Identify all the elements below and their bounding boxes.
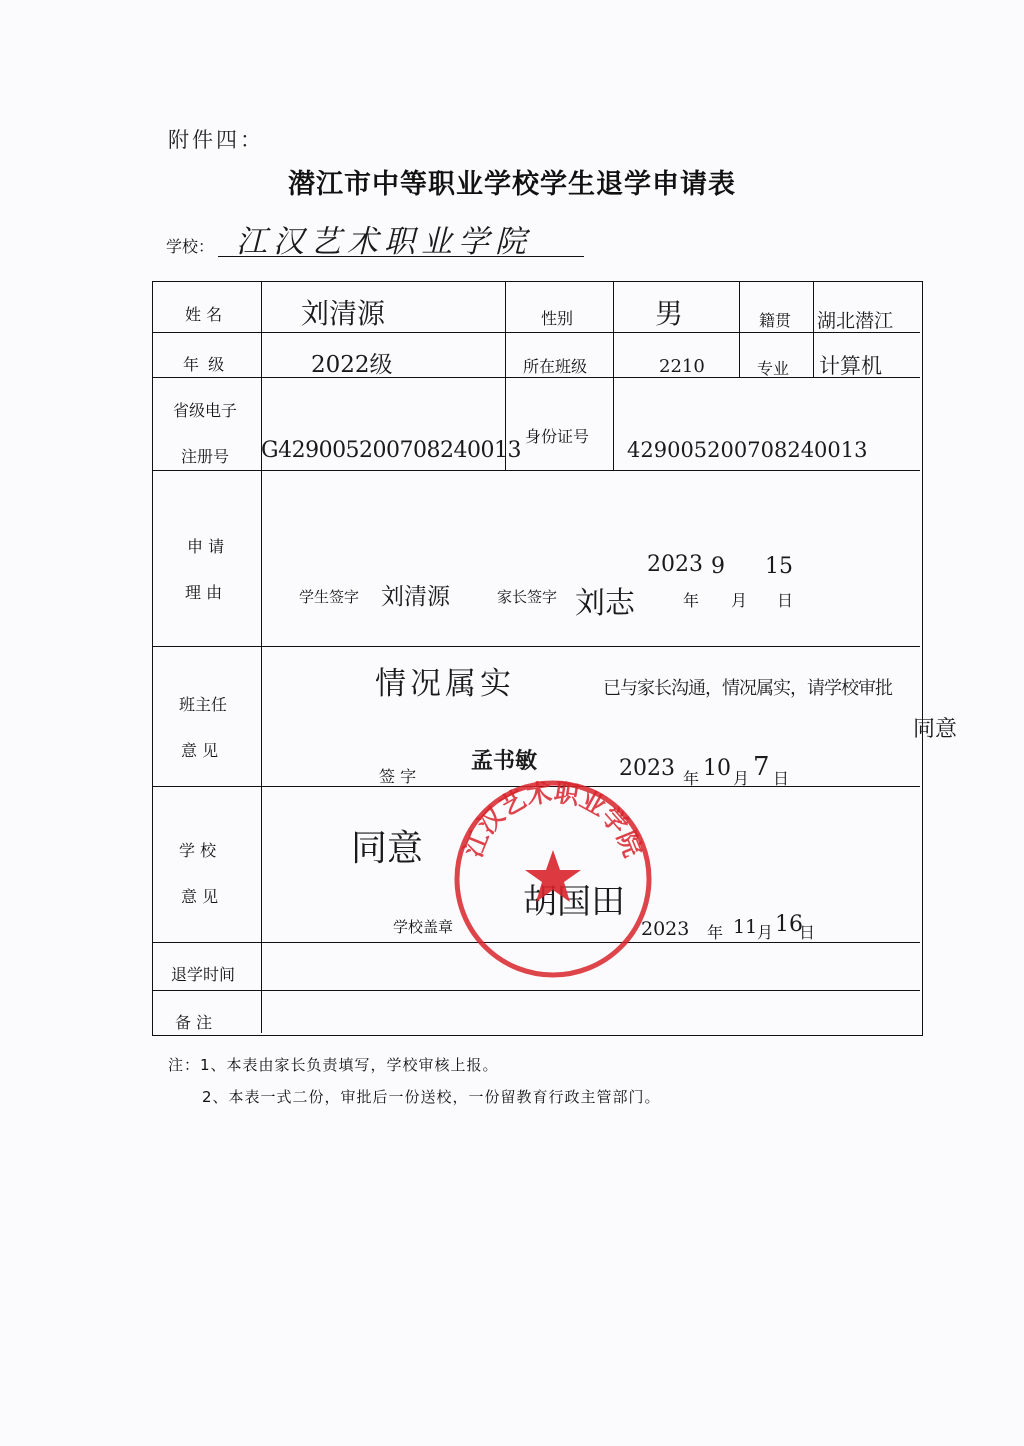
column-divider [613, 282, 614, 470]
grade-value: 2022级 [311, 352, 393, 378]
reason-label-line2: 理 由 [185, 583, 223, 602]
school-seal-signature: 胡国田 [523, 882, 625, 922]
school-label: 学校： [166, 237, 215, 256]
row-divider [153, 646, 920, 647]
row-divider [153, 470, 920, 471]
gender-label: 性别 [541, 309, 574, 328]
row-divider [153, 377, 920, 378]
native-place-label: 籍贯 [759, 311, 792, 330]
teacher-note-continued: 同意 [913, 717, 958, 742]
major-label: 专业 [757, 359, 790, 378]
name-label: 姓 名 [185, 305, 223, 324]
reason-date-year: 2023 [647, 552, 703, 577]
student-signature: 刘清源 [381, 584, 450, 610]
school-seal-label: 学校盖章 [393, 918, 454, 936]
school-opinion-label-line2: 意 见 [181, 887, 219, 906]
grade-label: 年 级 [183, 355, 227, 374]
school-opinion: 同意 [351, 828, 424, 869]
teacher-date-month: 10 [703, 756, 731, 781]
school-day-label: 日 [799, 923, 816, 942]
school-date-day: 16 [775, 912, 803, 937]
reason-date-month: 9 [711, 554, 725, 579]
reason-date-day: 15 [765, 554, 793, 579]
teacher-date-year: 2023 [619, 756, 675, 781]
note-1: 注：1、本表由家长负责填写，学校审核上报。 [168, 1056, 499, 1074]
native-place-value: 湖北潜江 [817, 310, 894, 332]
teacher-day-label: 日 [773, 769, 790, 788]
reason-year-label: 年 [683, 591, 700, 610]
teacher-opinion-label-line1: 班主任 [179, 695, 228, 714]
registration-label-line1: 省级电子 [173, 401, 238, 420]
major-value: 计算机 [819, 354, 882, 378]
registration-label-line2: 注册号 [181, 447, 230, 466]
withdrawal-date-label: 退学时间 [171, 965, 236, 984]
reason-label-line1: 申 请 [187, 537, 225, 556]
id-number-value: 429005200708240013 [627, 438, 868, 462]
school-date-month: 11 [733, 916, 758, 938]
teacher-signature-label: 签 字 [379, 767, 417, 786]
student-signature-label: 学生签字 [299, 588, 360, 606]
column-divider [739, 282, 740, 377]
column-divider [813, 282, 814, 377]
school-year-label: 年 [707, 923, 724, 942]
class-label: 所在班级 [523, 357, 588, 376]
parent-signature-label: 家长签字 [497, 588, 558, 606]
note-2: 2、本表一式二份，审批后一份送校，一份留教育行政主管部门。 [202, 1088, 661, 1106]
teacher-signature: 孟书敏 [471, 748, 538, 774]
teacher-year-label: 年 [683, 769, 700, 788]
teacher-opinion: 情况属实 [375, 666, 515, 702]
class-value: 2210 [659, 356, 705, 377]
column-divider [261, 282, 262, 1033]
id-number-label: 身份证号 [525, 427, 590, 446]
teacher-note: 已与家长沟通，情况属实，请学校审批 [603, 678, 892, 699]
school-value: 江汉艺术职业学院 [236, 224, 532, 260]
row-divider [153, 332, 920, 333]
school-seal-stamp [452, 778, 654, 980]
attachment-label: 附件四： [168, 128, 264, 152]
school-underline [218, 256, 584, 257]
row-divider [153, 990, 920, 991]
teacher-date-day: 7 [753, 752, 770, 782]
teacher-month-label: 月 [733, 769, 750, 788]
seal-text: 江汉艺术职业学院 [458, 778, 648, 862]
parent-signature: 刘志 [575, 586, 635, 621]
form-title: 潜江市中等职业学校学生退学申请表 [288, 169, 736, 200]
reason-day-label: 日 [777, 591, 794, 610]
gender-value: 男 [655, 297, 684, 330]
school-month-label: 月 [757, 923, 774, 942]
teacher-opinion-label-line2: 意 见 [181, 741, 219, 760]
reason-month-label: 月 [731, 591, 748, 610]
school-opinion-label-line1: 学 校 [179, 841, 217, 860]
seal-star-icon [525, 850, 581, 902]
school-date-year: 2023 [641, 918, 690, 940]
registration-number-value: G429005200708240013 [261, 438, 522, 463]
remarks-label: 备 注 [175, 1013, 213, 1032]
name-value: 刘清源 [301, 297, 386, 330]
